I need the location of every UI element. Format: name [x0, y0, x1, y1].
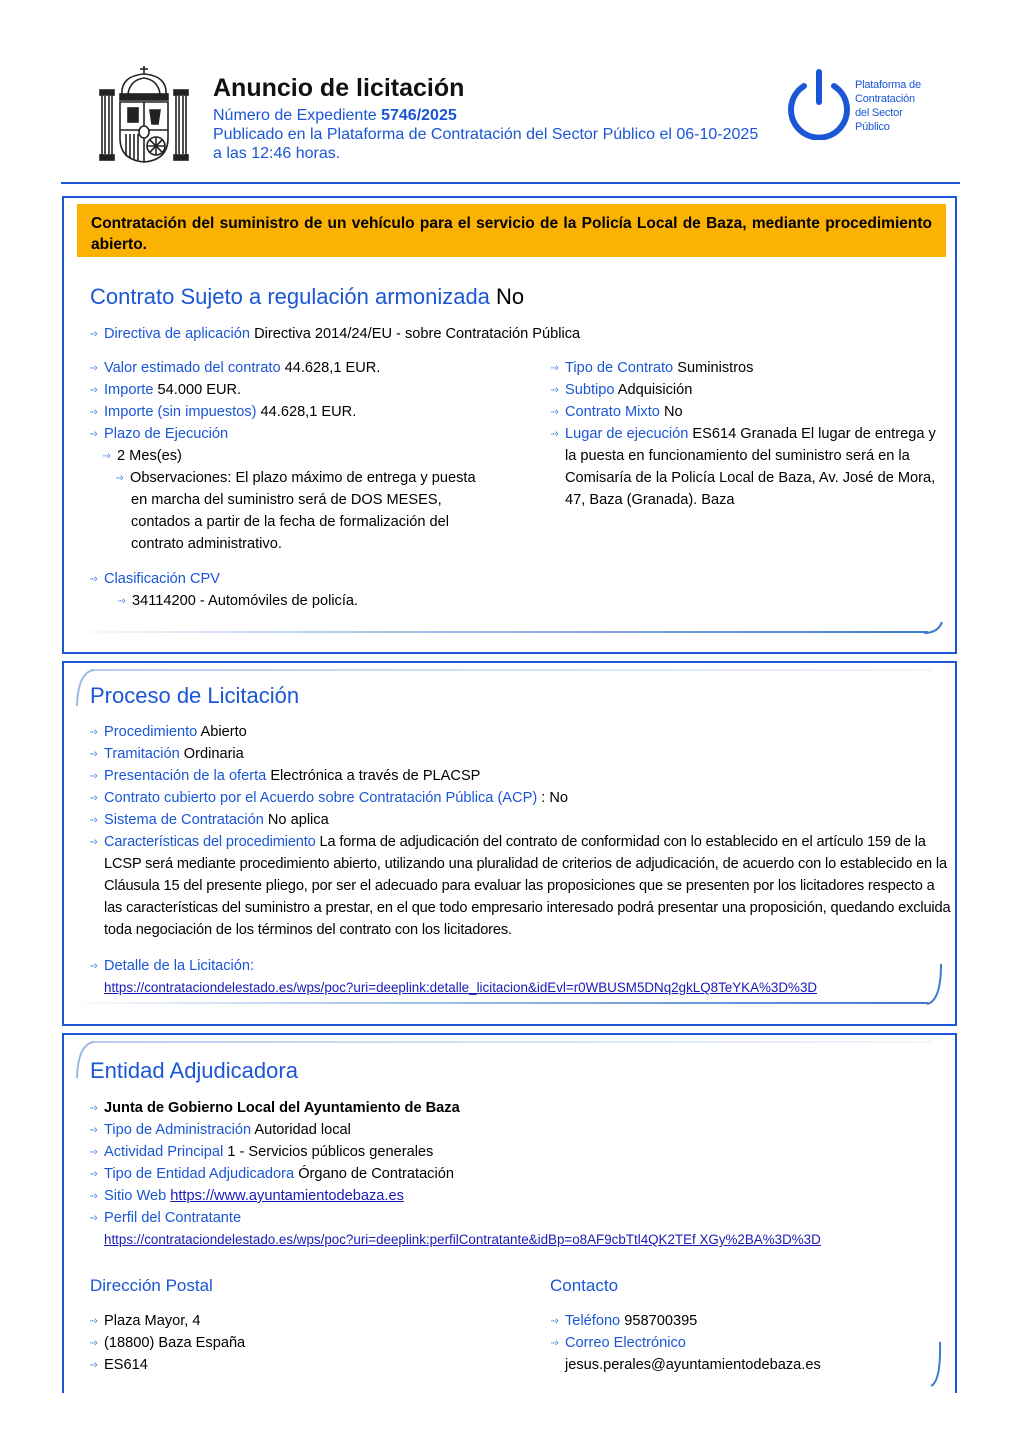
section-title: Entidad Adjudicadora	[90, 1058, 298, 1083]
arrow-icon: ···›	[89, 1146, 96, 1158]
proceso-panel	[62, 661, 957, 1026]
field-value: Suministros	[677, 360, 754, 376]
field-label: Sitio Web	[104, 1188, 167, 1204]
field-label: Contrato Mixto	[565, 404, 660, 420]
field-value: La forma de adjudicación del contrato de conformidad con lo establecido en el artículo 159 de la LCSP será mediante procedimiento abierto, utilizando una pluralidad de criterios de adjudicación, de acuerdo con lo establecido en la Cláusula 15 del presente pliego, por ser el adecuado para evaluar las proposiciones que se presenten por los licitadores respecto a las características del suministro a prestar, en el que todo empresario interesado podrá presentar una proposición, quedando excluida toda negociación de los términos del contrato con los licitadores.	[104, 834, 951, 938]
direccion-line	[89, 1354, 148, 1376]
arrow-icon: ···›	[89, 1212, 96, 1224]
regulation-heading	[90, 284, 524, 310]
arrow-icon: ···›	[89, 836, 96, 848]
field-value: (18800) Baza España	[104, 1335, 246, 1351]
field-label: Teléfono	[565, 1313, 621, 1329]
logo-text-line: Contratación	[855, 93, 915, 105]
field-value: Abierto	[200, 724, 247, 740]
field-value: Directiva 2014/24/EU - sobre Contratación Pública	[254, 326, 581, 342]
arrow-icon: ···›	[115, 472, 122, 484]
published-line-1: Publicado en la Plataforma de Contratación del Sector Público el 06-10-2025	[213, 126, 759, 143]
contacto-heading: Contacto	[550, 1276, 619, 1295]
field-label: Contrato cubierto por el Acuerdo sobre Contratación Pública (ACP)	[104, 790, 538, 806]
field-value: Electrónica a través de PLACSP	[270, 768, 481, 784]
telefono-row	[550, 1310, 697, 1332]
header-divider	[61, 182, 960, 184]
field-label: Perfil del Contratante	[104, 1210, 242, 1226]
presentacion-row	[89, 765, 480, 787]
decorative-swoosh	[92, 669, 932, 671]
actividad-principal-row	[89, 1141, 433, 1163]
observaciones-row	[115, 467, 476, 555]
tramitacion-row	[89, 743, 244, 765]
field-value: Ordinaria	[183, 746, 244, 762]
sistema-row	[89, 809, 329, 831]
decorative-swoosh	[92, 1041, 932, 1043]
field-value: 34114200 - Automóviles de policía.	[132, 593, 359, 609]
sitio-web-row	[89, 1185, 404, 1207]
field-value: No	[663, 404, 683, 420]
field-value: Plaza Mayor, 4	[104, 1313, 201, 1329]
procedimiento-row	[89, 721, 247, 743]
field-label: Procedimiento	[104, 724, 198, 740]
detalle-row	[89, 955, 254, 977]
arrow-icon: ···›	[89, 1102, 96, 1114]
subtipo-row	[550, 379, 692, 401]
entidad-name-row	[89, 1097, 460, 1119]
field-label: Directiva de aplicación	[104, 326, 251, 342]
field-label: Tramitación	[104, 746, 180, 762]
arrow-icon: ···›	[89, 1337, 96, 1349]
arrow-icon: ···›	[89, 770, 96, 782]
entidad-name: Junta de Gobierno Local del Ayuntamiento de Baza	[104, 1100, 460, 1116]
field-value: Observaciones: El plazo máximo de entrega y puesta en marcha del suministro será de DOS MESES, contados a partir de la fecha de formalización del contrato administrativo.	[130, 470, 476, 552]
field-label: Plazo de Ejecución	[104, 426, 229, 442]
regulation-value: No	[496, 284, 525, 309]
arrow-icon: ···›	[89, 362, 96, 374]
arrow-icon: ···›	[550, 1337, 557, 1349]
importe-sin-impuestos-row	[89, 401, 356, 423]
logo-text-line: Plataforma de	[855, 79, 921, 91]
decorative-corner	[924, 620, 944, 634]
field-value: 2 Mes(es)	[117, 448, 182, 464]
field-label: Importe (sin impuestos)	[104, 404, 257, 420]
correo-value-row	[565, 1354, 821, 1376]
decorative-swoosh	[64, 1002, 928, 1004]
field-value: 54.000 EUR.	[157, 382, 242, 398]
platform-logo-text	[855, 78, 921, 134]
sitio-web-link[interactable]: https://www.ayuntamientodebaza.es	[170, 1188, 404, 1204]
field-value: 1 - Servicios públicos generales	[227, 1144, 434, 1160]
logo-text-line: Público	[855, 121, 890, 133]
field-value: : No	[541, 790, 569, 806]
field-value: No aplica	[267, 812, 329, 828]
arrow-icon: ···›	[89, 1168, 96, 1180]
arrow-icon: ···›	[89, 1359, 96, 1371]
page-title: Anuncio de licitación	[213, 74, 465, 102]
field-label: Características del procedimiento	[104, 834, 316, 850]
plazo-value-row	[102, 445, 182, 467]
logo-text-line: del Sector	[855, 107, 903, 119]
valor-estimado-row	[89, 357, 380, 379]
section-title: Proceso de Licitación	[90, 683, 300, 708]
arrow-icon: ···›	[550, 384, 557, 396]
published-line-2: a las 12:46 horas.	[213, 145, 341, 162]
field-value: Autoridad local	[254, 1122, 351, 1138]
direccion-line	[89, 1310, 201, 1332]
arrow-icon: ···›	[550, 406, 557, 418]
field-label: Lugar de ejecución	[565, 426, 689, 442]
direccion-line	[89, 1332, 245, 1354]
direccion-heading: Dirección Postal	[90, 1276, 213, 1295]
field-value: 44.628,1 EUR.	[284, 360, 381, 376]
arrow-icon: ···›	[89, 726, 96, 738]
expediente-line	[213, 106, 457, 125]
correo-row	[550, 1332, 686, 1354]
field-label: Importe	[104, 382, 154, 398]
field-label: Tipo de Contrato	[565, 360, 674, 376]
arrow-icon: ···›	[89, 1124, 96, 1136]
field-label: Subtipo	[565, 382, 615, 398]
field-label: Valor estimado del contrato	[104, 360, 281, 376]
decorative-swoosh	[64, 631, 928, 633]
cpv-value-row	[117, 590, 358, 612]
arrow-icon: ···›	[89, 573, 96, 585]
perfil-row	[89, 1207, 241, 1229]
decorative-corner	[926, 963, 944, 1005]
detalle-licitacion-link[interactable]: https://contrataciondelestado.es/wps/poc?uri=deeplink:detalle_licitacion&idEvl=r0WBUSM5DNq2gkLQ8TeYKA%3D%3D	[104, 980, 818, 995]
arrow-icon: ···›	[89, 406, 96, 418]
field-value: Órgano de Contratación	[298, 1166, 454, 1182]
field-label: Tipo de Entidad Adjudicadora	[104, 1166, 295, 1182]
arrow-icon: ···›	[89, 428, 96, 440]
field-label: Correo Electrónico	[565, 1335, 686, 1351]
tipo-administracion-row	[89, 1119, 351, 1141]
importe-row	[89, 379, 241, 401]
arrow-icon: ···›	[117, 595, 124, 607]
field-value: ES614	[104, 1357, 148, 1373]
arrow-icon: ···›	[89, 748, 96, 760]
field-label: Actividad Principal	[104, 1144, 224, 1160]
directiva-row	[89, 323, 580, 345]
tipo-contrato-row	[550, 357, 753, 379]
summary-panel	[62, 196, 957, 654]
entidad-panel	[62, 1033, 957, 1393]
expediente-label: Número de Expediente	[213, 107, 377, 124]
expediente-value: 5746/2025	[381, 107, 457, 124]
regulation-label: Contrato Sujeto a regulación armonizada	[90, 284, 490, 309]
field-value: ES614 Granada El lugar de entrega y la puesta en funcionamiento del suministro será en la Comisaría de la Policía Local de Baza, Av. José de Mora, 47, Baza (Granada). Baza	[565, 426, 936, 508]
spain-coat-of-arms-logo	[98, 66, 190, 164]
field-label: Tipo de Administración	[104, 1122, 252, 1138]
tipo-entidad-row	[89, 1163, 454, 1185]
arrow-icon: ···›	[550, 1315, 557, 1327]
field-value: 44.628,1 EUR.	[260, 404, 357, 420]
arrow-icon: ···›	[89, 1190, 96, 1202]
arrow-icon: ···›	[102, 450, 109, 462]
arrow-icon: ···›	[89, 814, 96, 826]
field-label: Clasificación CPV	[104, 571, 220, 587]
lugar-ejecucion-row	[550, 423, 947, 511]
arrow-icon: ···›	[89, 792, 96, 804]
arrow-icon: ···›	[550, 428, 557, 440]
field-label: Sistema de Contratación	[104, 812, 264, 828]
arrow-icon: ···›	[89, 1315, 96, 1327]
acp-row	[89, 787, 568, 809]
detalle-link-row	[104, 977, 817, 999]
contrato-mixto-row	[550, 401, 683, 423]
caracteristicas-row	[89, 831, 952, 941]
arrow-icon: ···›	[89, 328, 96, 340]
field-value: 958700395	[624, 1313, 698, 1329]
arrow-icon: ···›	[89, 384, 96, 396]
arrow-icon: ···›	[550, 362, 557, 374]
plazo-row	[89, 423, 228, 445]
cpv-row	[89, 568, 220, 590]
email-value: jesus.perales@ayuntamientodebaza.es	[565, 1357, 821, 1373]
field-label: Presentación de la oferta	[104, 768, 267, 784]
perfil-contratante-link[interactable]: https://contrataciondelestado.es/wps/poc?uri=deeplink:perfilContratante&idBp=o8AF9cbTtl4QK2TEf XGy%2BA%3D%3D	[104, 1232, 821, 1247]
field-value: Adquisición	[617, 382, 693, 398]
perfil-link-row	[104, 1229, 821, 1251]
decorative-corner	[930, 1341, 944, 1387]
arrow-icon: ···›	[89, 960, 96, 972]
contract-title-banner: Contratación del suministro de un vehículo para el servicio de la Policía Local de Baza, mediante procedimiento abierto.	[77, 204, 946, 257]
field-label: Detalle de la Licitación:	[104, 958, 255, 974]
